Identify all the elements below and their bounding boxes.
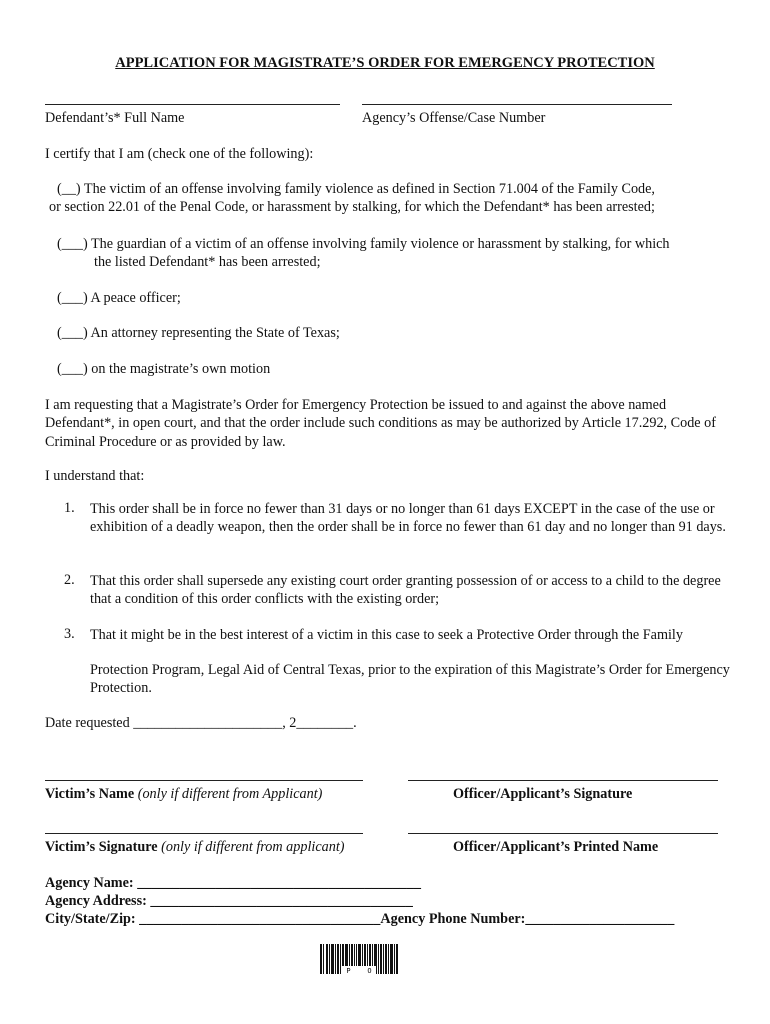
form-title: APPLICATION FOR MAGISTRATE’S ORDER FOR EMERGENCY PROTECTION <box>115 55 655 71</box>
option-own-motion[interactable]: (___) on the magistrate’s own motion <box>57 361 271 377</box>
victim-name-label: Victim’s Name (only if different from Applicant) <box>45 786 323 802</box>
item-text: That it might be in the best interest of a victim in this case to seek a Protective Order through the Family <box>90 627 683 643</box>
officer-signature-line[interactable] <box>408 780 718 781</box>
item-text: This order shall be in force no fewer than 31 days or no longer than 61 days EXCEPT in the case of the use or exhibition of a deadly weapon, then the order shall be in force no fewer than 61 day and no longer than 91 days. <box>90 501 726 536</box>
certify-intro: I certify that I am (check one of the following): <box>45 146 314 162</box>
agency-address-field[interactable]: Agency Address: _____________________________________ <box>45 893 413 909</box>
city-state-zip-phone-field[interactable]: City/State/Zip: __________________________________Agency Phone Number:_____________________ <box>45 911 675 927</box>
victim-signature-label: Victim’s Signature (only if different from applicant) <box>45 839 345 855</box>
option-peace-officer[interactable]: (___) A peace officer; <box>57 290 181 306</box>
defendant-name-line[interactable] <box>45 104 340 105</box>
option-guardian-line1[interactable]: (___) The guardian of a victim of an offense involving family violence or harassment by stalking, for which <box>57 236 670 252</box>
victim-name-line[interactable] <box>45 780 363 781</box>
defendant-name-label: Defendant’s* Full Name <box>45 110 185 126</box>
barcode-icon <box>320 944 398 974</box>
officer-printed-name-line[interactable] <box>408 833 718 834</box>
victim-signature-line[interactable] <box>45 833 363 834</box>
option-guardian-line2: the listed Defendant* has been arrested; <box>94 254 321 270</box>
item-number: 3. <box>64 626 75 642</box>
request-paragraph: I am requesting that a Magistrate’s Order for Emergency Protection be issued to and against the above named Defendant*, in open court, and that the order include such conditions as may be authorized by Article 17.292, Code of Criminal Procedure or as provided by law. <box>45 397 716 450</box>
option-victim-line2: or section 22.01 of the Penal Code, or harassment by stalking, for which the Defendant* has been arrested; <box>49 199 655 215</box>
item-3-continuation: Protection Program, Legal Aid of Central Texas, prior to the expiration of this Magistrate’s Order for Emergency Protection. <box>90 662 730 697</box>
case-number-line[interactable] <box>362 104 672 105</box>
date-requested-field[interactable]: Date requested _____________________, 2________. <box>45 715 357 731</box>
officer-printed-name-label: Officer/Applicant’s Printed Name <box>453 839 659 855</box>
item-number: 1. <box>64 500 75 516</box>
option-victim-line1[interactable]: (__) The victim of an offense involving family violence as defined in Section 71.004 of the Family Code, <box>57 181 655 197</box>
agency-name-field[interactable]: Agency Name: ________________________________________ <box>45 875 421 891</box>
option-attorney[interactable]: (___) An attorney representing the State of Texas; <box>57 325 340 341</box>
barcode-text: P O <box>346 967 372 974</box>
item-text: That this order shall supersede any existing court order granting possession of or access to a child to the degree that a condition of this order conflicts with the existing order; <box>90 573 721 608</box>
officer-signature-label: Officer/Applicant’s Signature <box>453 786 633 802</box>
case-number-label: Agency’s Offense/Case Number <box>362 110 546 126</box>
understand-intro: I understand that: <box>45 468 145 484</box>
item-number: 2. <box>64 572 75 588</box>
